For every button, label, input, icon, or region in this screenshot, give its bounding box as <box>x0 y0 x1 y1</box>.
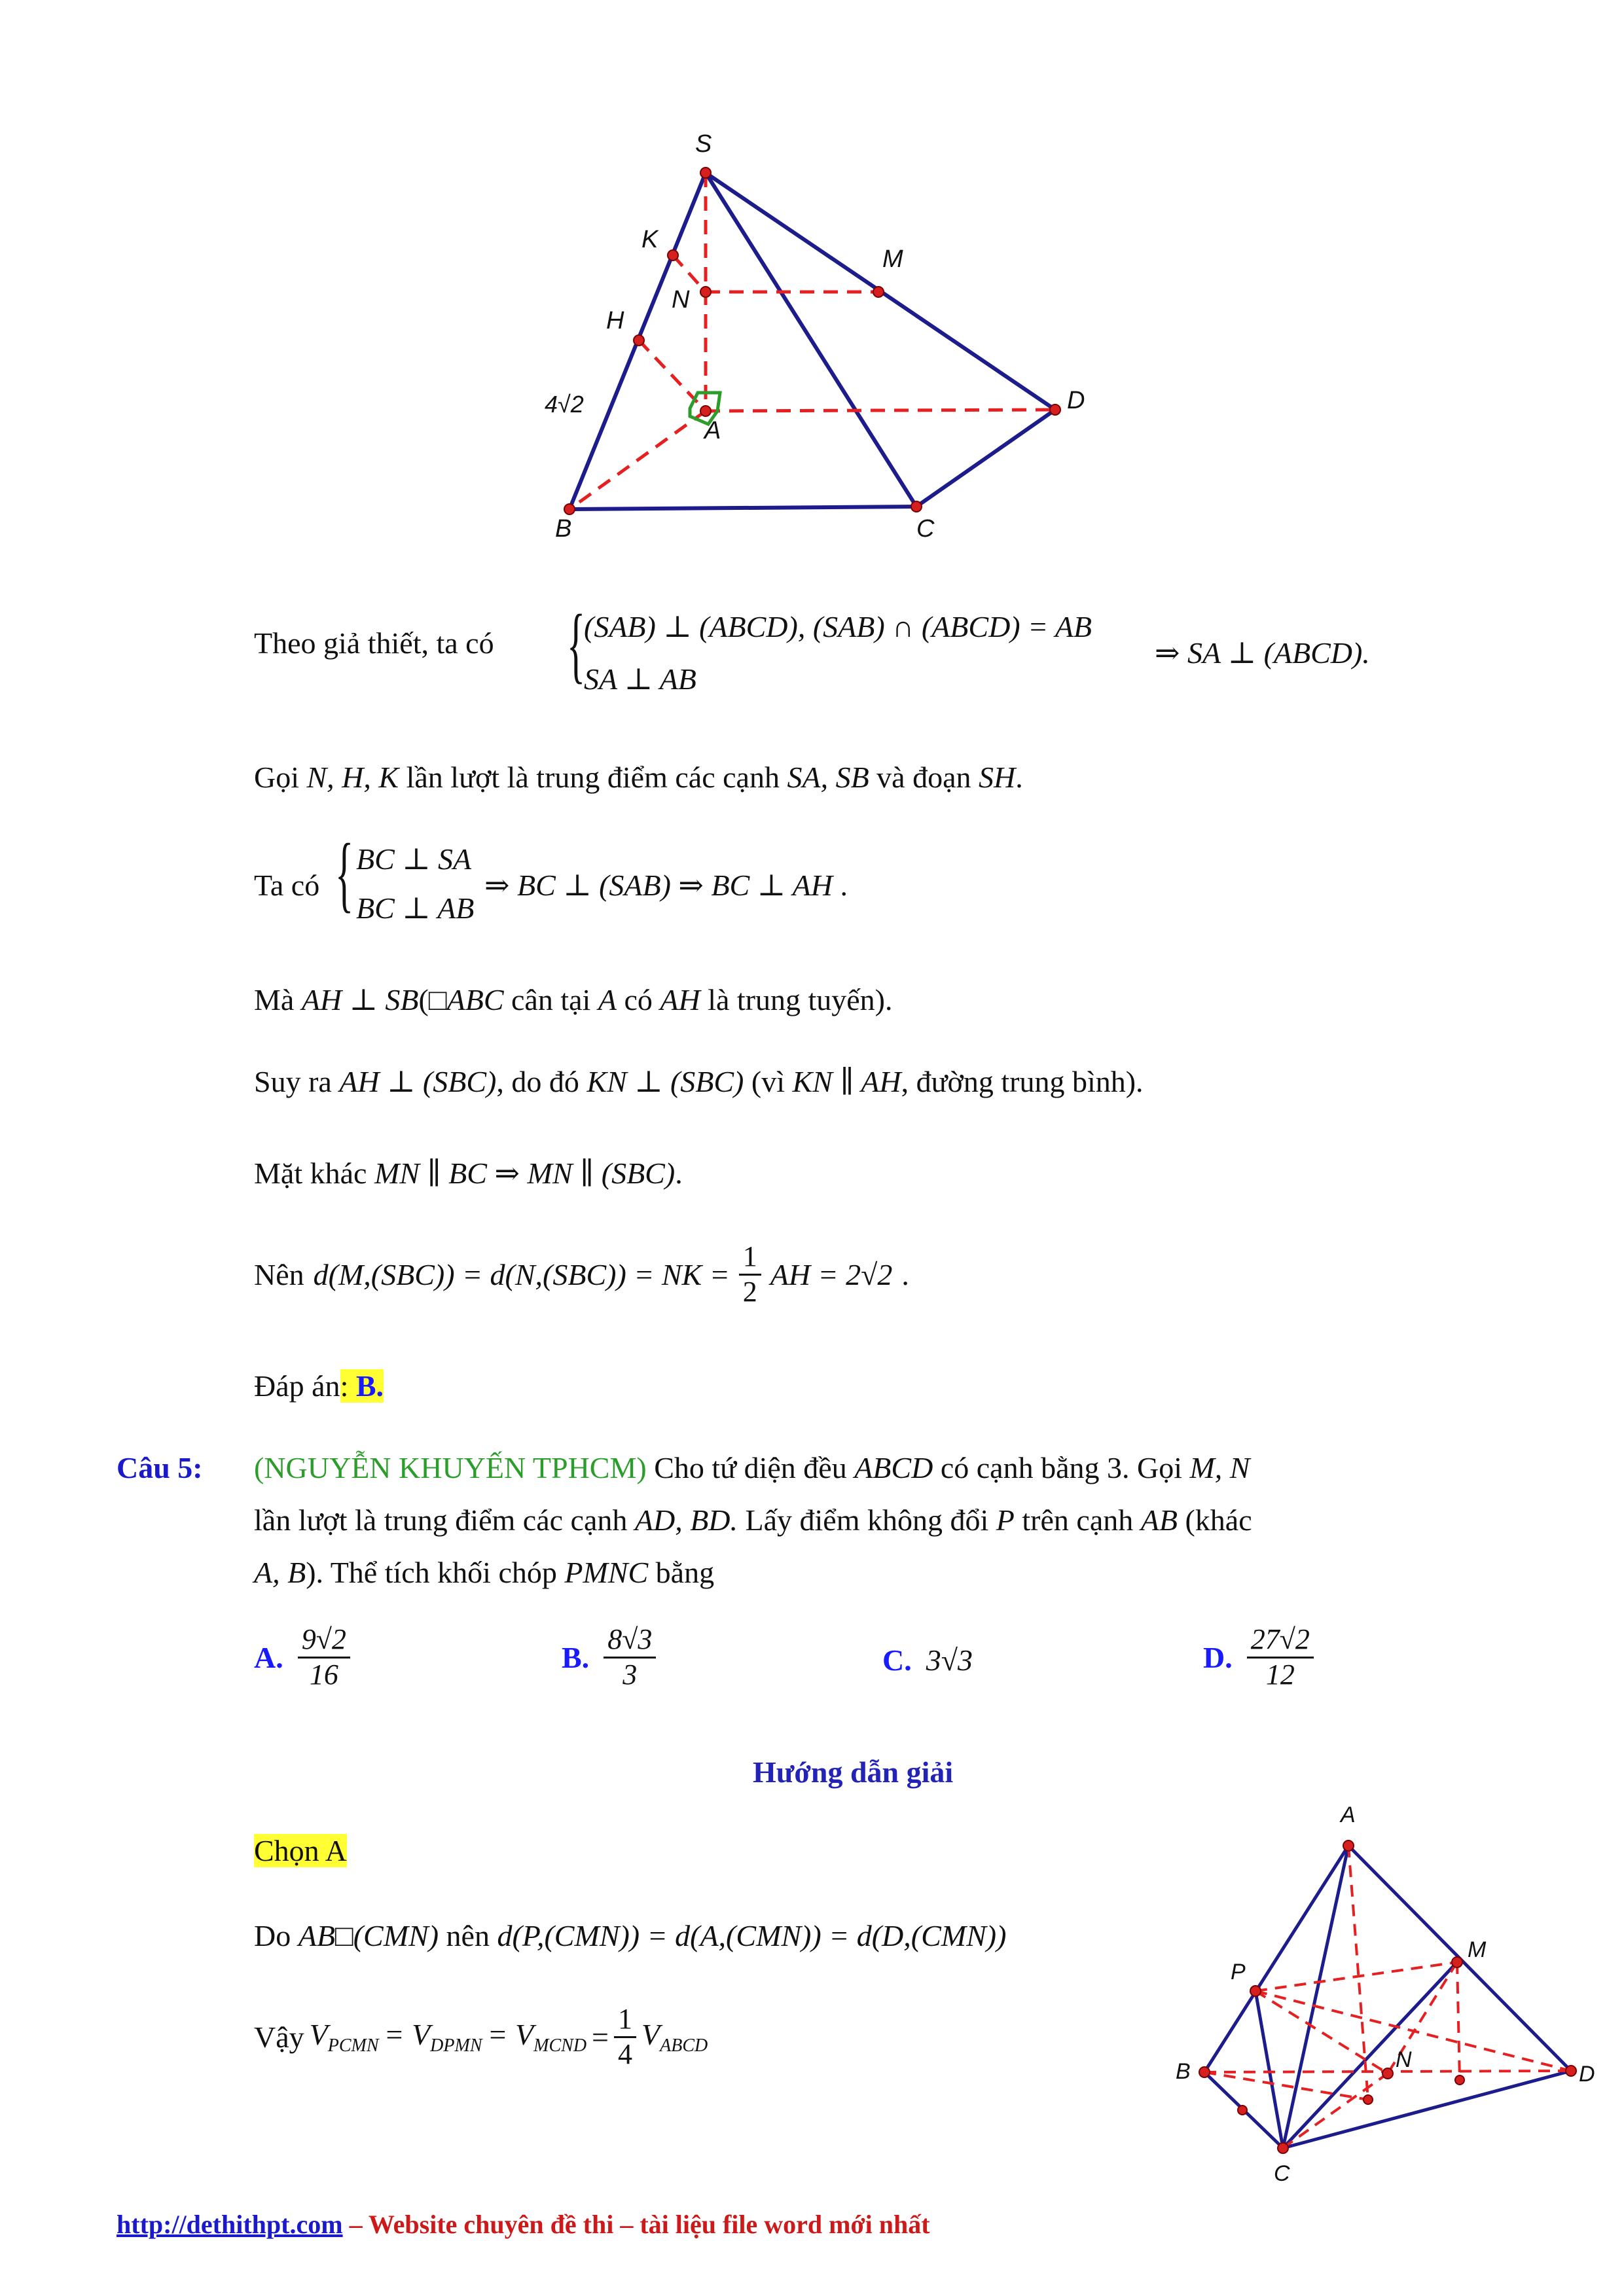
equals-sign: = <box>592 2020 609 2054</box>
q-text3-b: ). Thể tích khối chóp <box>306 1556 557 1589</box>
edge-cd <box>916 410 1055 507</box>
volume-pcmn <box>310 2017 379 2057</box>
line7-b: d(M,(SBC)) = d(N,(SBC)) = NK = <box>313 1257 730 1291</box>
volume-sub-mcnd: MCND <box>533 2036 587 2056</box>
option-a-denominator: 16 <box>309 1658 338 1691</box>
point-n <box>1382 2068 1393 2079</box>
line1-system-row-a: (SAB) ⊥ (ABCD), (SAB) ∩ (ABCD) = AB <box>584 610 1092 643</box>
line4-i: là trung tuyến). <box>708 983 893 1016</box>
point-a <box>700 406 711 416</box>
label-d: D <box>1579 2062 1595 2087</box>
system-brace-3: { <box>335 827 354 921</box>
volume-symbol: V <box>641 2018 660 2052</box>
line4-a: Mà <box>254 983 295 1016</box>
q-text2-a: lần lượt là trung điểm các cạnh <box>254 1503 628 1537</box>
volume-dpmn <box>384 2017 482 2057</box>
line7-c: AH = 2√2 <box>770 1257 893 1291</box>
label-edge-length: 4√2 <box>545 391 584 418</box>
line5-g: , đường trung bình). <box>901 1065 1144 1098</box>
label-c: C <box>1274 2161 1290 2186</box>
line4-c: ( <box>418 983 429 1016</box>
option-d-fraction <box>1247 1623 1314 1691</box>
volume-symbol: V <box>309 2018 328 2052</box>
label-n: N <box>1396 2047 1412 2072</box>
guide-choice: Chọn A <box>254 1834 347 1867</box>
option-b-numerator: 8√3 <box>604 1623 656 1659</box>
segment-pn <box>1255 1991 1388 2073</box>
fraction-numerator: 1 <box>614 2003 636 2038</box>
line4-g: có <box>624 983 653 1016</box>
label-p: P <box>1231 1960 1246 1984</box>
equals-v: = V <box>384 2018 431 2052</box>
q-text3-c: PMNC <box>564 1556 649 1589</box>
line3-system-row-a: BC ⊥ SA <box>356 842 472 876</box>
guide-line-1 <box>254 1918 1006 1954</box>
volume-sub-pcmn: PCMN <box>327 2036 379 2056</box>
point-b <box>1199 2067 1210 2077</box>
line6-c: . <box>675 1157 683 1190</box>
point-d <box>1566 2066 1576 2076</box>
line3-result-wrap <box>484 867 848 903</box>
line2-end: . <box>1015 761 1023 794</box>
segment-pm <box>1255 1962 1457 1991</box>
edge-ad <box>706 410 1055 411</box>
solution-line-6 <box>254 1155 683 1191</box>
edge-cd <box>1283 2071 1571 2148</box>
q-text3-a: A, B <box>254 1556 306 1589</box>
guide-line-2 <box>254 2003 708 2071</box>
line5-e: (vì <box>751 1065 785 1098</box>
q-text2-b: AD, BD. <box>634 1503 738 1537</box>
guide-line1-b: AB□(CMN) <box>298 1919 439 1952</box>
point-foot-2 <box>1455 2075 1464 2085</box>
question-label: Câu 5: <box>117 1451 203 1484</box>
pyramid-figure-sabcd <box>511 118 1100 563</box>
q-text1-d: M, N <box>1189 1451 1250 1484</box>
edge-bc <box>569 507 916 509</box>
fraction-one-quarter <box>614 2003 636 2071</box>
answer-highlight <box>340 1369 384 1403</box>
line1-system-row-b: SA ⊥ AB <box>584 662 696 696</box>
option-d-numerator: 27√2 <box>1247 1623 1314 1659</box>
solution-line-4 <box>254 982 893 1018</box>
point-k <box>668 250 678 260</box>
footer-tagline: – Website chuyên đề thi – tài liệu file word mới nhất <box>342 2210 930 2239</box>
line6-a: Mặt khác <box>254 1157 367 1190</box>
solution-line-2 <box>254 759 1023 795</box>
edge-cm <box>1283 1962 1457 2148</box>
option-b[interactable] <box>562 1623 656 1691</box>
q-text2-d: P <box>996 1503 1015 1537</box>
option-b-fraction <box>604 1623 656 1691</box>
q-text3-d: bằng <box>655 1556 715 1589</box>
line3-system-row-b: BC ⊥ AB <box>356 891 475 925</box>
point-m <box>1452 1957 1462 1967</box>
label-b: B <box>555 515 572 543</box>
line2-edges: SA, SB <box>787 761 869 794</box>
guide-line1-c: nên <box>446 1919 490 1952</box>
question-line-3 <box>254 1554 714 1590</box>
label-a: A <box>704 417 721 444</box>
edge-ac <box>1283 1846 1348 2148</box>
volume-sub-dpmn: DPMN <box>430 2036 482 2056</box>
option-a-numerator: 9√2 <box>298 1623 350 1659</box>
line7-d: . <box>901 1257 909 1291</box>
answer-colon: : <box>340 1369 349 1403</box>
line4-b: AH ⊥ SB <box>301 983 419 1016</box>
option-b-label: B. <box>562 1640 590 1674</box>
q-text2-g: (khác <box>1185 1503 1252 1537</box>
option-c-value: 3√3 <box>926 1643 973 1677</box>
line3-result: ⇒ BC ⊥ (SAB) ⇒ BC ⊥ AH <box>484 869 833 902</box>
option-a-fraction <box>298 1623 350 1691</box>
label-m: M <box>882 245 903 273</box>
answer-value: B. <box>355 1369 384 1403</box>
line2-points: N, H, K <box>306 761 399 794</box>
point-a <box>1343 1840 1354 1851</box>
line2-a: Gọi <box>254 761 299 794</box>
answer-prefix: Đáp án <box>254 1369 340 1403</box>
edge-sc <box>706 173 916 507</box>
point-bc-mid <box>1238 2106 1247 2115</box>
option-a[interactable] <box>254 1623 350 1691</box>
guide-line1-d: d(P,(CMN)) = d(A,(CMN)) = d(D,(CMN)) <box>497 1919 1007 1952</box>
answer-line <box>254 1368 384 1404</box>
volume-mcnd <box>488 2017 587 2057</box>
option-d-denominator: 12 <box>1265 1658 1295 1691</box>
fraction-one-half <box>739 1240 761 1308</box>
line2-c: lần lượt là trung điểm các cạnh <box>406 761 780 794</box>
line5-f: KN ∥ AH <box>792 1065 901 1098</box>
line3-end: . <box>840 869 848 902</box>
point-m <box>873 287 884 297</box>
option-c[interactable] <box>882 1643 973 1677</box>
guide-line1-a: Do <box>254 1919 291 1952</box>
point-h <box>634 335 644 346</box>
guide-line2-a: Vậy <box>254 2020 304 2054</box>
equals-v: = V <box>487 2018 534 2052</box>
solution-line-1 <box>254 625 494 661</box>
label-k: K <box>641 226 659 253</box>
line7-a: Nên <box>254 1257 304 1291</box>
line5-a: Suy ra <box>254 1065 332 1098</box>
footer-link[interactable]: http://dethithpt.com <box>117 2210 343 2239</box>
option-a-label: A. <box>254 1640 283 1674</box>
label-s: S <box>695 130 712 158</box>
option-b-denominator: 3 <box>623 1658 638 1691</box>
line6-b: MN ∥ BC ⇒ MN ∥ (SBC) <box>374 1157 676 1190</box>
label-b: B <box>1176 2059 1191 2084</box>
question-source: (NGUYỄN KHUYẾN TPHCM) <box>254 1451 647 1484</box>
tetrahedron-figure-abcd <box>1152 1793 1610 2199</box>
label-d: D <box>1067 387 1085 414</box>
point-p <box>1250 1986 1261 1996</box>
fraction-numerator: 1 <box>739 1240 761 1276</box>
q-text2-c: Lấy điểm không đổi <box>745 1503 989 1537</box>
line5-b: AH ⊥ (SBC) <box>339 1065 497 1098</box>
option-d[interactable] <box>1203 1623 1314 1691</box>
point-foot-1 <box>1363 2095 1373 2104</box>
line1-result: ⇒ SA ⊥ (ABCD). <box>1155 636 1370 670</box>
q-text2-f: AB <box>1140 1503 1178 1537</box>
line5-d: KN ⊥ (SBC) <box>586 1065 744 1098</box>
segment-a-foot <box>1348 1846 1368 2100</box>
line5-c: , do đó <box>496 1065 579 1098</box>
label-n: N <box>672 286 690 314</box>
option-d-label: D. <box>1203 1640 1233 1674</box>
fraction-denominator: 4 <box>618 2037 632 2070</box>
fraction-denominator: 2 <box>742 1275 757 1308</box>
point-c <box>911 501 922 512</box>
point-d <box>1050 404 1060 415</box>
point-n <box>700 287 711 297</box>
q-text1-b: ABCD <box>854 1451 933 1484</box>
volume-abcd <box>641 2017 708 2057</box>
solution-line-7 <box>254 1240 909 1308</box>
solution-line-5 <box>254 1064 1144 1100</box>
q-text2-e: trên cạnh <box>1022 1503 1134 1537</box>
point-b <box>564 504 575 514</box>
line4-h: AH <box>660 983 700 1016</box>
guide-choice-wrap <box>254 1833 347 1869</box>
q-text1-a: Cho tứ diện đều <box>654 1451 847 1484</box>
question-line-2 <box>254 1502 1252 1538</box>
option-c-label: C. <box>882 1643 912 1677</box>
line3-prefix: Ta có <box>254 869 320 902</box>
segment-m-foot <box>1457 1962 1460 2080</box>
line4-triangle: □ABC <box>428 983 504 1016</box>
line1-prefix: Theo giả thiết, ta có <box>254 626 494 660</box>
question-line-1 <box>254 1450 1250 1486</box>
system-brace-1: { <box>567 598 586 692</box>
edge-ab <box>1204 1846 1348 2072</box>
line2-e: và đoạn <box>876 761 971 794</box>
label-h: H <box>606 307 624 334</box>
label-c: C <box>916 515 935 543</box>
footer <box>117 2209 930 2240</box>
volume-sub-abcd: ABCD <box>660 2036 708 2056</box>
label-m: M <box>1468 1937 1487 1962</box>
guide-title: Hướng dẫn giải <box>753 1755 954 1789</box>
line4-e: cân tại <box>511 983 591 1016</box>
line2-segment: SH <box>979 761 1016 794</box>
segment-cn <box>1283 2073 1388 2148</box>
label-a: A <box>1341 1803 1356 1827</box>
line4-f: A <box>598 983 617 1016</box>
point-s <box>700 168 711 178</box>
q-text1-c: có cạnh bằng 3. Gọi <box>940 1451 1182 1484</box>
point-c <box>1278 2143 1288 2153</box>
